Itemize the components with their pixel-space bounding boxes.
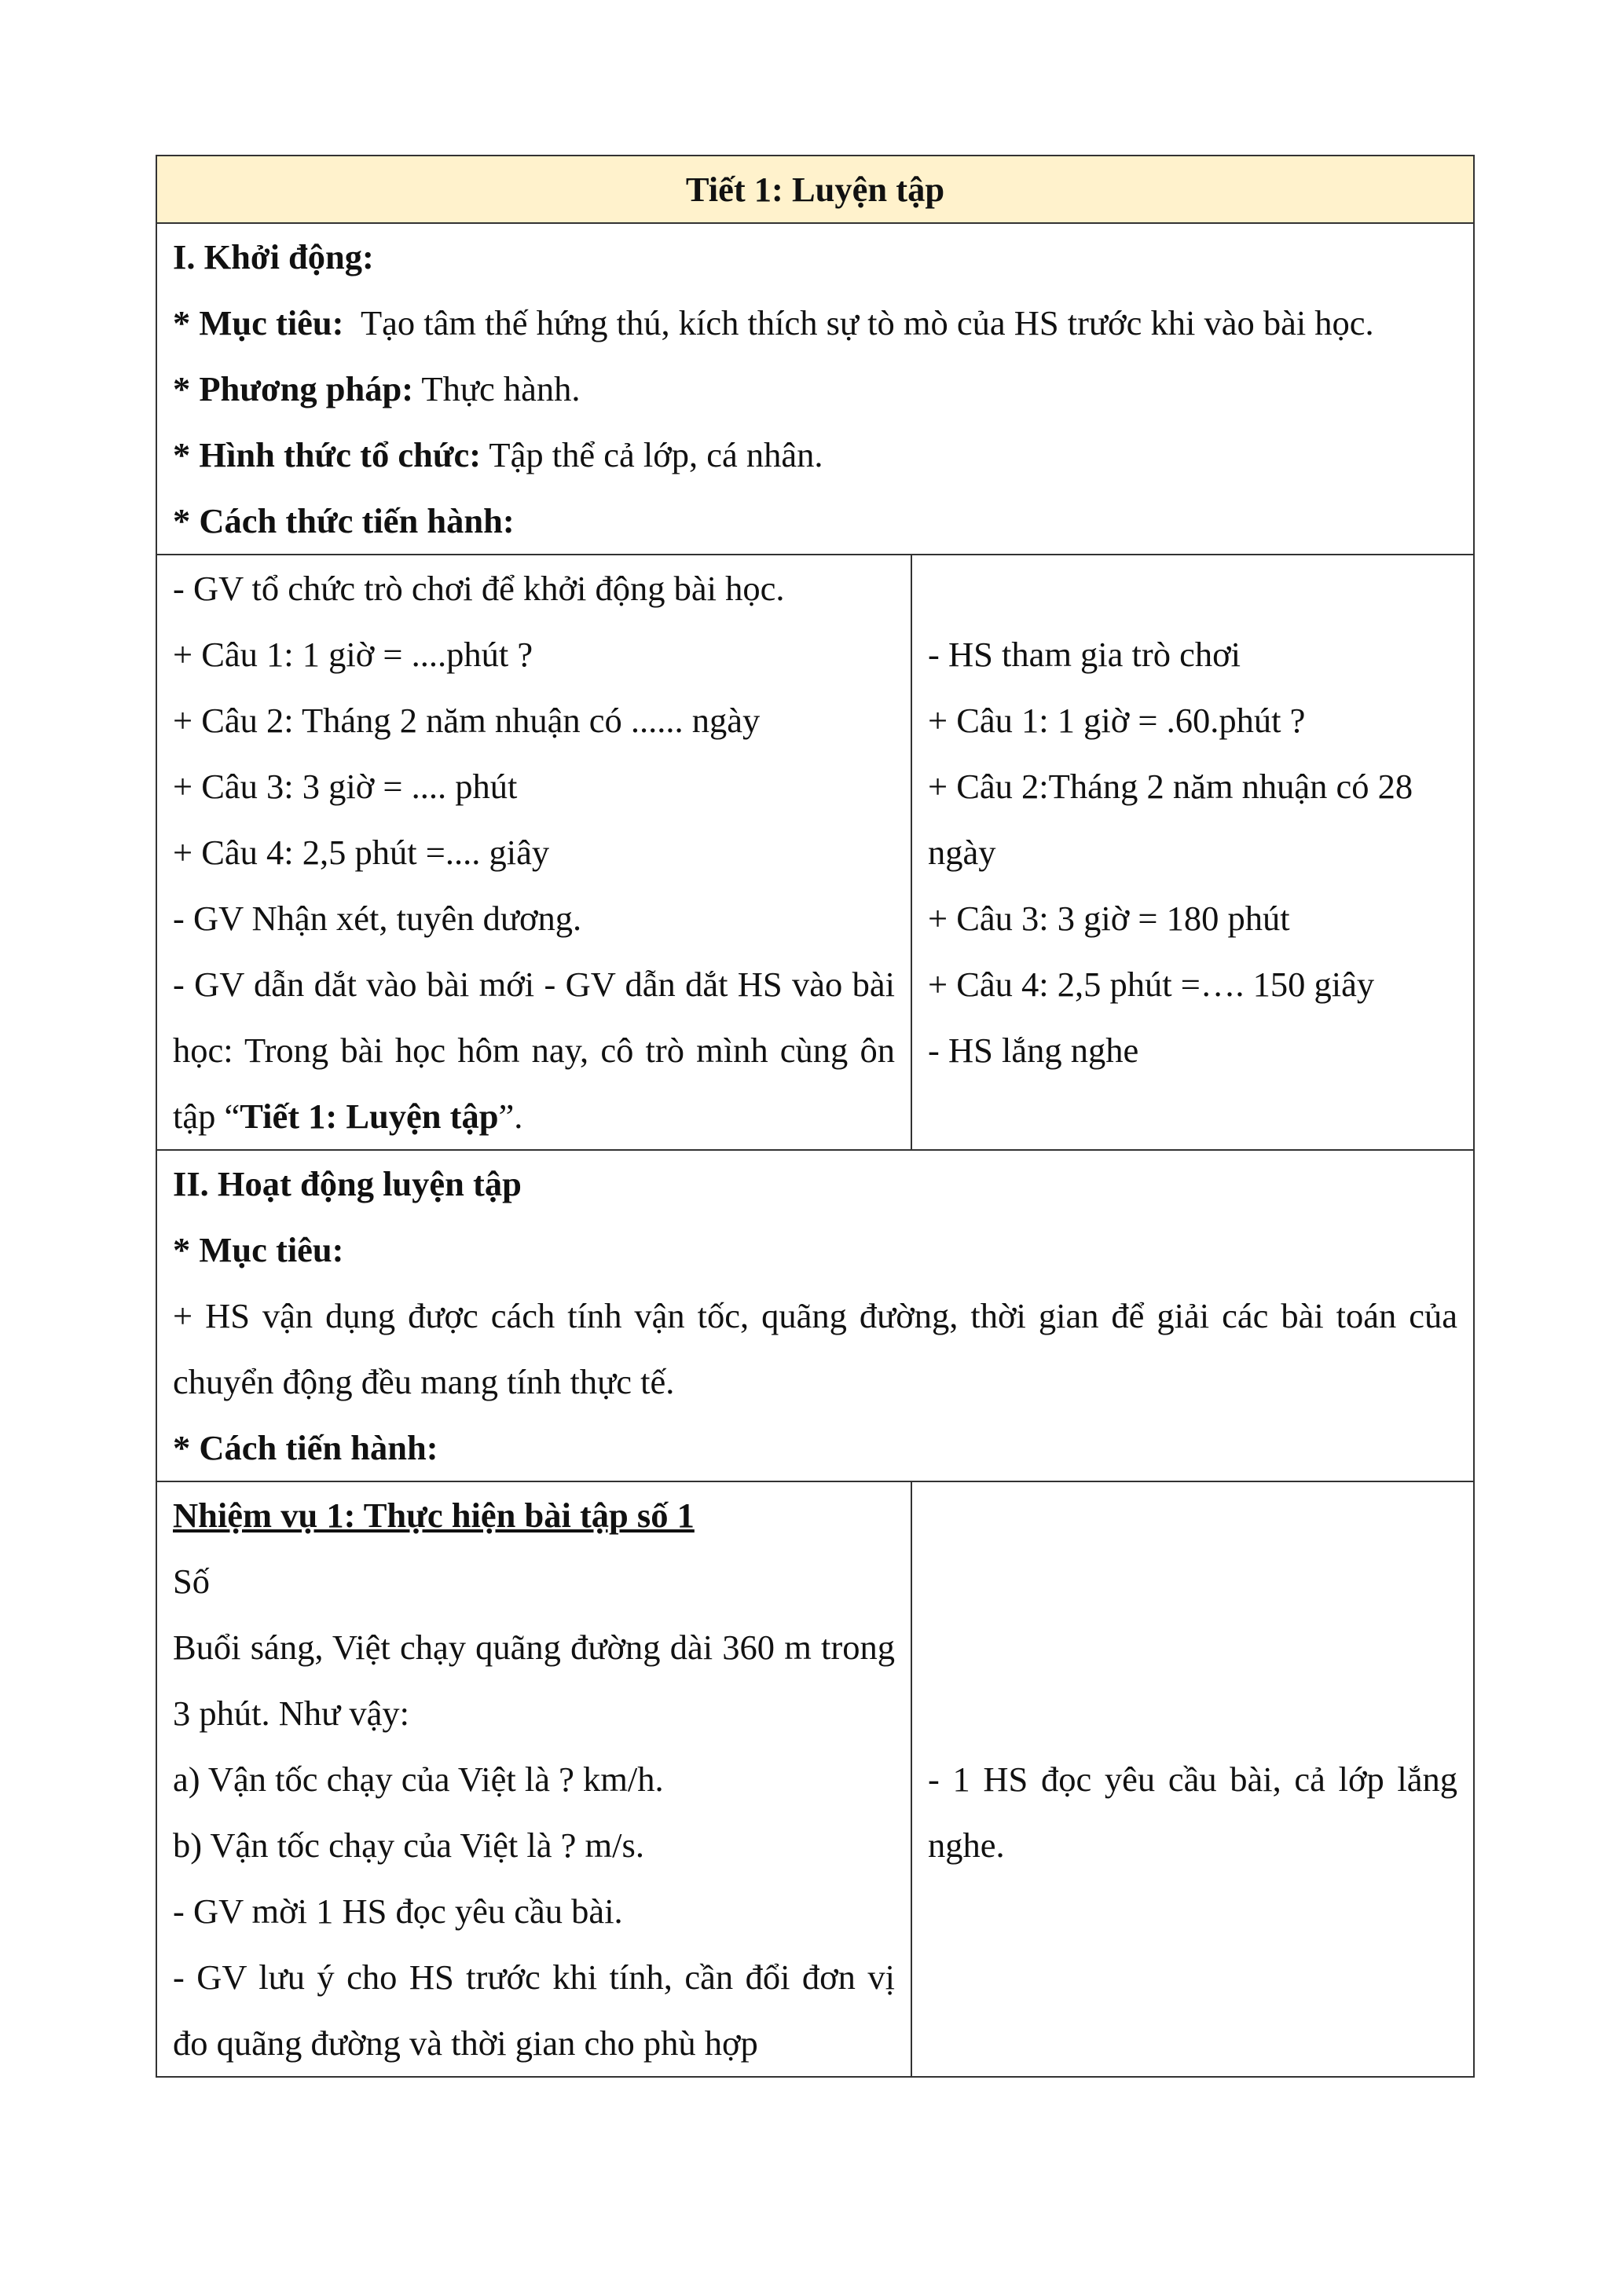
lesson-plan-table bbox=[156, 155, 1475, 2078]
warmup-question-3: + Câu 3: 3 giờ = .... phút bbox=[173, 767, 518, 806]
task1-so: Số bbox=[173, 1562, 210, 1601]
warmup-question-4: + Câu 4: 2,5 phút =.... giây bbox=[173, 833, 550, 872]
section1-form-text: Tập thể cả lớp, cá nhân. bbox=[489, 435, 823, 474]
student-answer-4: + Câu 4: 2,5 phút =…. 150 giây bbox=[928, 965, 1375, 1004]
warmup-teacher-cell bbox=[156, 555, 911, 1150]
section1-method-text: Thực hành. bbox=[421, 369, 581, 408]
task1-note: - GV lưu ý cho HS trước khi tính, cần đổi đơn vị đo quãng đường và thời gian cho phù hợp bbox=[173, 1957, 895, 2063]
task1-title: Nhiệm vụ 1: Thực hiện bài tập số 1 bbox=[173, 1496, 695, 1535]
lead-in-close: ”. bbox=[498, 1097, 523, 1136]
section1-form-label: * Hình thức tổ chức: bbox=[173, 435, 482, 474]
warmup-intro: - GV tổ chức trò chơi để khởi động bài học. bbox=[173, 569, 785, 608]
task1-student-read: - 1 HS đọc yêu cầu bài, cả lớp lắng nghe. bbox=[928, 1760, 1458, 1865]
warmup-intro-cell bbox=[156, 223, 1474, 555]
section1-process-label: * Cách thức tiến hành: bbox=[173, 501, 515, 540]
lead-in-lesson-title: Tiết 1: Luyện tập bbox=[240, 1097, 499, 1136]
task1-invite: - GV mời 1 HS đọc yêu cầu bài. bbox=[173, 1891, 623, 1931]
practice-intro-cell bbox=[156, 1150, 1474, 1481]
section2-heading: II. Hoạt động luyện tập bbox=[173, 1164, 522, 1203]
task1-teacher-cell bbox=[156, 1481, 911, 2077]
student-join: - HS tham gia trò chơi bbox=[928, 635, 1241, 674]
spacer bbox=[928, 555, 1457, 621]
section1-heading: I. Khởi động: bbox=[173, 237, 374, 276]
spacer bbox=[928, 1680, 1457, 1746]
spacer bbox=[928, 1482, 1457, 1548]
section2-goal-text: + HS vận dụng được cách tính vận tốc, quãng đường, thời gian để giải các bài toán của chuyển động đều mang tính thực tế. bbox=[173, 1296, 1458, 1401]
warmup-question-2: + Câu 2: Tháng 2 năm nhuận có ...... ngày bbox=[173, 701, 761, 740]
warmup-student-cell bbox=[911, 555, 1474, 1150]
task1-student-cell bbox=[911, 1481, 1474, 2077]
section2-process-label: * Cách tiến hành: bbox=[173, 1428, 438, 1467]
warmup-question-1: + Câu 1: 1 giờ = ....phút ? bbox=[173, 635, 533, 674]
section2-goal-label: * Mục tiêu: bbox=[173, 1230, 344, 1269]
task1-problem: Buổi sáng, Việt chạy quãng đường dài 360 m trong 3 phút. Như vậy: bbox=[173, 1628, 895, 1733]
section1-goal-text: Tạo tâm thế hứng thú, kích thích sự tò mò của HS trước khi vào bài học. bbox=[360, 303, 1374, 342]
warmup-lead-in bbox=[173, 951, 895, 1149]
student-answer-3: + Câu 3: 3 giờ = 180 phút bbox=[928, 899, 1290, 938]
section1-form bbox=[173, 422, 1457, 488]
spacer bbox=[928, 1614, 1457, 1680]
task1-question-a: a) Vận tốc chạy của Việt là ? km/h. bbox=[173, 1760, 664, 1799]
student-answer-1: + Câu 1: 1 giờ = .60.phút ? bbox=[928, 701, 1306, 740]
spacer bbox=[928, 1548, 1457, 1614]
student-answer-2: + Câu 2:Tháng 2 năm nhuận có 28 ngày bbox=[928, 767, 1413, 872]
student-listen: - HS lắng nghe bbox=[928, 1031, 1139, 1070]
lead-in-text: - GV dẫn dắt vào bài mới - GV dẫn dắt HS vào bài học: Trong bài học hôm nay, cô trò mình cùng ôn tập “ bbox=[173, 965, 895, 1136]
section1-goal bbox=[173, 290, 1457, 356]
task1-question-b: b) Vận tốc chạy của Việt là ? m/s. bbox=[173, 1825, 644, 1865]
section1-method-label: * Phương pháp: bbox=[173, 369, 414, 408]
warmup-feedback: - GV Nhận xét, tuyên dương. bbox=[173, 899, 582, 938]
lesson-title: Tiết 1: Luyện tập bbox=[156, 156, 1474, 223]
section1-goal-label: * Mục tiêu: bbox=[173, 303, 344, 342]
section1-method bbox=[173, 356, 1457, 422]
